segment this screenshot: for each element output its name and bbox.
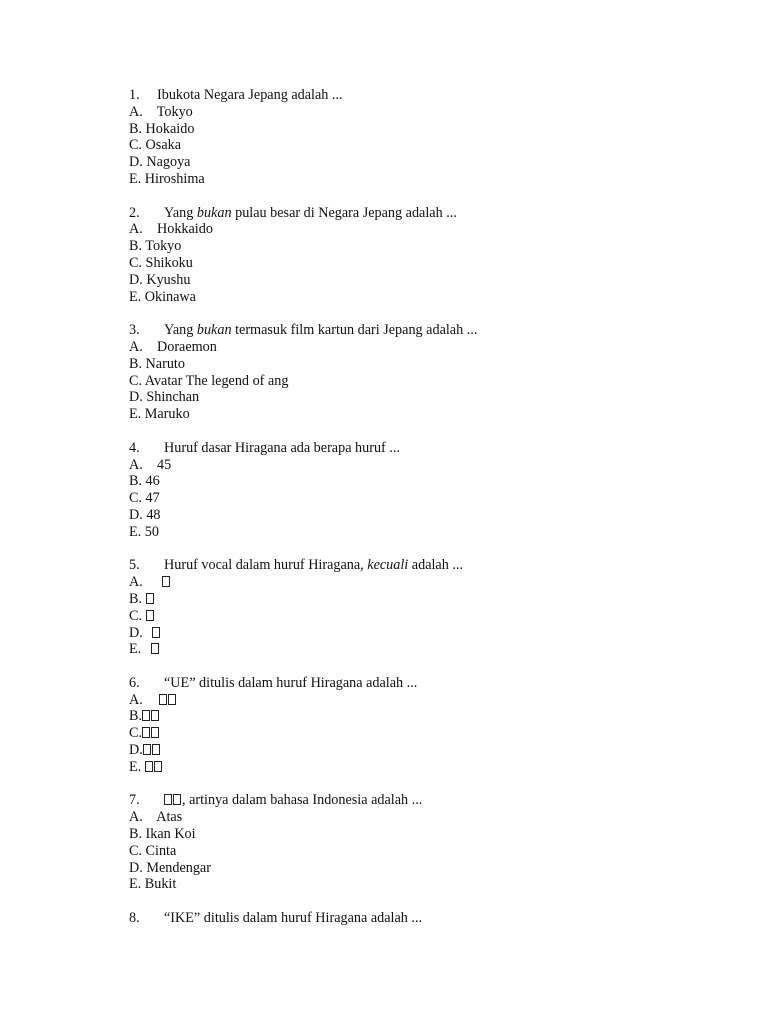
option xyxy=(129,574,729,591)
option: B. Hokaido xyxy=(129,120,195,137)
question-text-rest: pulau besar di Negara Jepang adalah ... xyxy=(231,204,457,221)
question-2-stem xyxy=(129,205,729,222)
missing-glyph-icon xyxy=(159,694,167,705)
option: E. 50 xyxy=(129,523,159,540)
option-letter: E. xyxy=(129,641,142,658)
question-text: Huruf vocal dalam huruf Hiragana, xyxy=(164,557,368,574)
option xyxy=(129,708,729,725)
question-number: 4. xyxy=(129,439,140,456)
option: A. Hokkaido xyxy=(129,221,213,238)
missing-glyph-icon xyxy=(164,794,172,805)
option: A. 45 xyxy=(129,456,172,473)
option-letter: C. xyxy=(129,607,143,624)
missing-glyph-icon xyxy=(168,694,176,705)
option: D. Nagoya xyxy=(129,154,191,171)
option: D. Mendengar xyxy=(129,859,211,876)
question-8 xyxy=(129,910,729,927)
option: C. Osaka xyxy=(129,137,182,154)
option: A. Atas xyxy=(129,809,183,826)
option: A. Doraemon xyxy=(129,338,217,355)
missing-glyph-icon xyxy=(173,794,181,805)
question-text: Ibukota Negara Jepang adalah ... xyxy=(157,87,343,103)
question-emphasis: bukan xyxy=(196,204,232,221)
option: B. Naruto xyxy=(129,355,185,372)
option xyxy=(129,591,729,608)
question-5-stem xyxy=(129,557,729,574)
question-4-stem xyxy=(129,440,729,457)
option: D. 48 xyxy=(129,506,161,523)
option: B. Tokyo xyxy=(129,238,182,255)
option: A. Tokyo xyxy=(129,103,193,120)
option-letter: B. xyxy=(129,708,143,725)
question-6 xyxy=(129,675,729,776)
question-5 xyxy=(129,557,729,658)
question-text: , artinya dalam bahasa Indonesia adalah ... xyxy=(182,792,423,809)
question-text: “UE” ditulis dalam huruf Hiragana adalah ... xyxy=(164,674,418,691)
missing-glyph-icon xyxy=(154,761,162,772)
question-text-rest: adalah ... xyxy=(408,557,464,574)
option xyxy=(129,608,729,625)
question-4 xyxy=(129,440,729,541)
option xyxy=(129,692,729,709)
missing-glyph-icon xyxy=(162,576,170,587)
missing-glyph-icon xyxy=(145,761,153,772)
question-emphasis: bukan xyxy=(196,322,232,339)
question-text-rest: termasuk film kartun dari Jepang adalah ... xyxy=(231,322,478,339)
option-letter: E. xyxy=(129,758,142,775)
missing-glyph-icon xyxy=(143,744,151,755)
missing-glyph-icon xyxy=(152,627,160,638)
question-7-stem xyxy=(129,792,729,809)
missing-glyph-icon xyxy=(142,727,150,738)
question-8-stem xyxy=(129,910,729,927)
option: B. Ikan Koi xyxy=(129,826,196,843)
question-3 xyxy=(129,322,729,423)
question-number: 1. xyxy=(129,87,140,103)
question-text: Yang xyxy=(164,322,197,339)
option: C. 47 xyxy=(129,490,160,507)
option xyxy=(129,759,729,776)
option xyxy=(129,725,729,742)
option: C. Cinta xyxy=(129,842,177,859)
question-3-stem xyxy=(129,322,729,339)
missing-glyph-icon xyxy=(151,710,159,721)
option: D. Shinchan xyxy=(129,389,200,406)
question-1 xyxy=(129,87,729,188)
question-number: 8. xyxy=(129,910,140,927)
option-letter: A. xyxy=(129,574,143,591)
question-7 xyxy=(129,792,729,893)
question-text: “IKE” ditulis dalam huruf Hiragana adalah ... xyxy=(164,910,423,927)
option: E. Hiroshima xyxy=(129,170,205,187)
question-number: 6. xyxy=(129,674,140,691)
document-page xyxy=(129,87,729,927)
option xyxy=(129,625,729,642)
option-letter: B. xyxy=(129,590,143,607)
option: C. Shikoku xyxy=(129,254,193,271)
question-6-stem xyxy=(129,675,729,692)
missing-glyph-icon xyxy=(146,610,154,621)
option xyxy=(129,742,729,759)
option-letter: A. xyxy=(129,691,143,708)
missing-glyph-icon xyxy=(152,744,160,755)
question-emphasis: kecuali xyxy=(367,557,409,574)
missing-glyph-icon xyxy=(151,643,159,654)
missing-glyph-icon xyxy=(151,727,159,738)
question-1-stem xyxy=(129,87,729,104)
question-number: 7. xyxy=(129,792,140,809)
missing-glyph-icon xyxy=(142,710,150,721)
question-text: Yang xyxy=(164,204,197,221)
question-2 xyxy=(129,205,729,306)
option: E. Bukit xyxy=(129,876,177,893)
option xyxy=(129,641,729,658)
option: E. Maruko xyxy=(129,406,190,423)
option-letter: D. xyxy=(129,742,143,759)
option-letter: D. xyxy=(129,624,143,641)
option: C. Avatar The legend of ang xyxy=(129,372,289,389)
question-number: 5. xyxy=(129,557,140,574)
question-number: 2. xyxy=(129,204,140,221)
option: B. 46 xyxy=(129,473,160,490)
missing-glyph-icon xyxy=(146,593,154,604)
question-number: 3. xyxy=(129,322,140,339)
option-letter: C. xyxy=(129,725,143,742)
option: E. Okinawa xyxy=(129,288,196,305)
question-text: Huruf dasar Hiragana ada berapa huruf ... xyxy=(164,439,400,456)
option: D. Kyushu xyxy=(129,271,191,288)
